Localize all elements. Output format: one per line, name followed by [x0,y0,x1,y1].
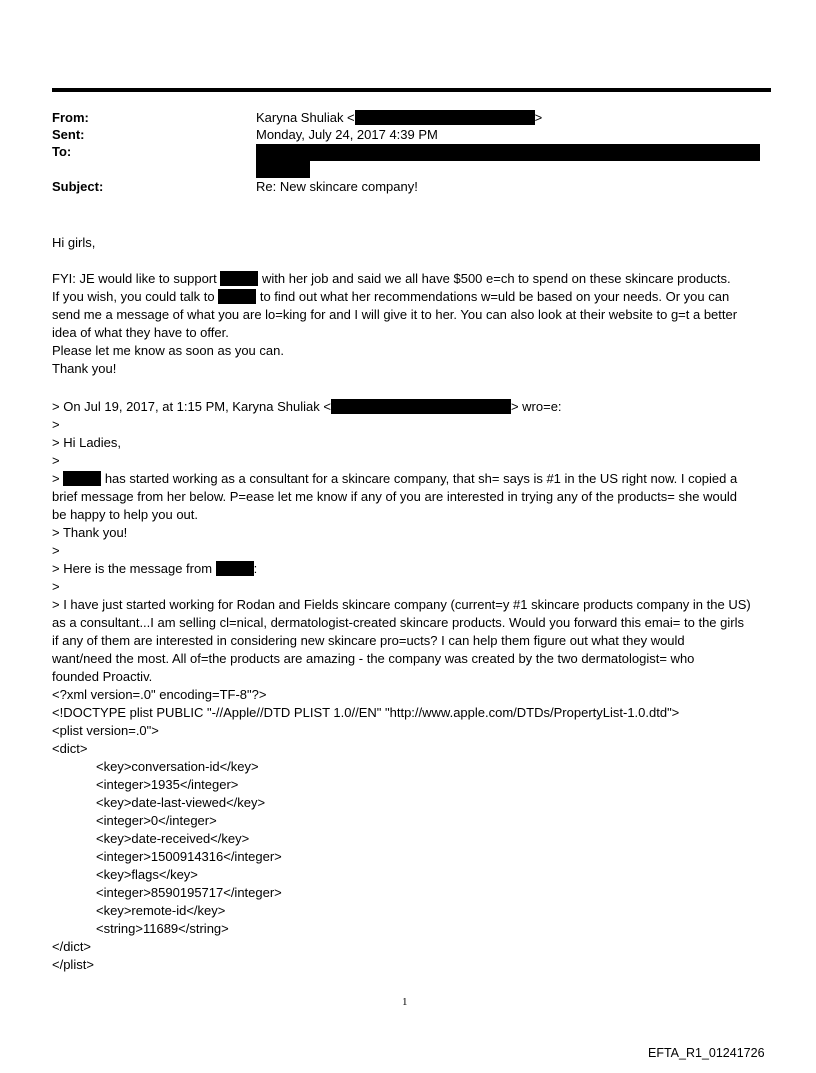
from-name: Karyna Shuliak < [256,110,355,125]
body-line [52,288,772,306]
quote-line [52,398,772,416]
body-line: Please let me know as soon as you can. [52,343,284,358]
quote-line: > [52,543,60,558]
xml-line: <integer>1935</integer> [96,777,239,792]
text: > On Jul 19, 2017, at 1:15 PM, Karyna Shuliak < [52,399,331,414]
subject-value: Re: New skincare company! [256,179,418,194]
text: > Here is the message from [52,561,216,576]
quote-line: > [52,453,60,468]
quote-line: be happy to help you out. [52,507,199,522]
text: > wro=e: [510,399,562,414]
sent-value: Monday, July 24, 2017 4:39 PM [256,127,438,142]
redaction [355,110,535,125]
to-label: To: [52,144,72,159]
text: has started working as a consultant for a skincare company, that sh= says is #1 in the US right now. I copied a [101,471,738,486]
body-line: Thank you! [52,361,117,376]
quote-line: founded Proactiv. [52,669,153,684]
quote-line: brief message from her below. P=ease let me know if any of you are interested in trying any of the products= she would [52,489,738,504]
redaction [216,561,254,576]
text: If you wish, you could talk to [52,289,219,304]
xml-line: <!DOCTYPE plist PUBLIC "-//Apple//DTD PLIST 1.0//EN" "http://www.apple.com/DTDs/PropertyList-1.0.dtd"> [52,705,680,720]
greeting: Hi girls, [52,235,96,250]
redaction [256,144,760,161]
text: > [52,471,60,486]
from-label: From: [52,110,89,125]
xml-line: <key>date-received</key> [96,831,250,846]
text: with her job and said we all have $500 e=ch to spend on these skincare products. [261,271,731,286]
quote-line: > [52,417,60,432]
xml-line: <key>flags</key> [96,867,198,882]
header-rule [52,88,771,92]
message-body [52,270,772,378]
quote-line: if any of them are interested in considering new skincare pro=ucts? I can help them figure out what they would [52,633,685,648]
body-line: send me a message of what you are lo=king for and I will give it to her. You can also look at their website to g=t a better [52,307,738,322]
xml-line: <key>date-last-viewed</key> [96,795,266,810]
redaction [218,289,256,304]
sent-label: Sent: [52,127,85,142]
xml-line: <integer>1500914316</integer> [96,849,282,864]
xml-line: <dict> [52,741,88,756]
xml-line: <integer>0</integer> [96,813,217,828]
document-id-footer: EFTA_R1_01241726 [648,1046,765,1060]
text: to find out what her recommendations w=uld be based on your needs. Or you can [259,289,730,304]
redaction [220,271,258,286]
subject-label: Subject: [52,179,104,194]
xml-line: <integer>8590195717</integer> [96,885,282,900]
body-line: idea of what they have to offer. [52,325,229,340]
text: : [253,561,258,576]
quote-line: > I have just started working for Rodan and Fields skincare company (current=y #1 skincare products company in the US) [52,597,751,612]
xml-line: </dict> [52,939,92,954]
page-number: 1 [402,996,408,1008]
text: FYI: JE would like to support [52,271,221,286]
xml-line: <key>remote-id</key> [96,903,226,918]
quote-line: want/need the most. All of=the products are amazing - the company was created by the two dermatologist= who [52,651,695,666]
quoted-message [52,398,772,974]
quote-line: as a consultant...I am selling cl=nical, dermatologist-created skincare products. Would you forward this emai= to the girls [52,615,744,630]
quote-line: > Thank you! [52,525,128,540]
xml-line: <?xml version=.0" encoding=TF-8"?> [52,687,267,702]
redaction [63,471,101,486]
from-value [256,110,542,125]
quote-line [52,560,772,578]
body-line [52,270,772,288]
xml-line: <string>11689</string> [96,921,229,936]
xml-line: </plist> [52,957,94,972]
quote-line: > Hi Ladies, [52,435,122,450]
redaction [331,399,511,414]
xml-line: <plist version=.0"> [52,723,159,738]
xml-line: <key>conversation-id</key> [96,759,259,774]
redaction [256,161,310,178]
from-suffix: > [534,110,543,125]
quote-line [52,470,772,488]
quote-line: > [52,579,60,594]
